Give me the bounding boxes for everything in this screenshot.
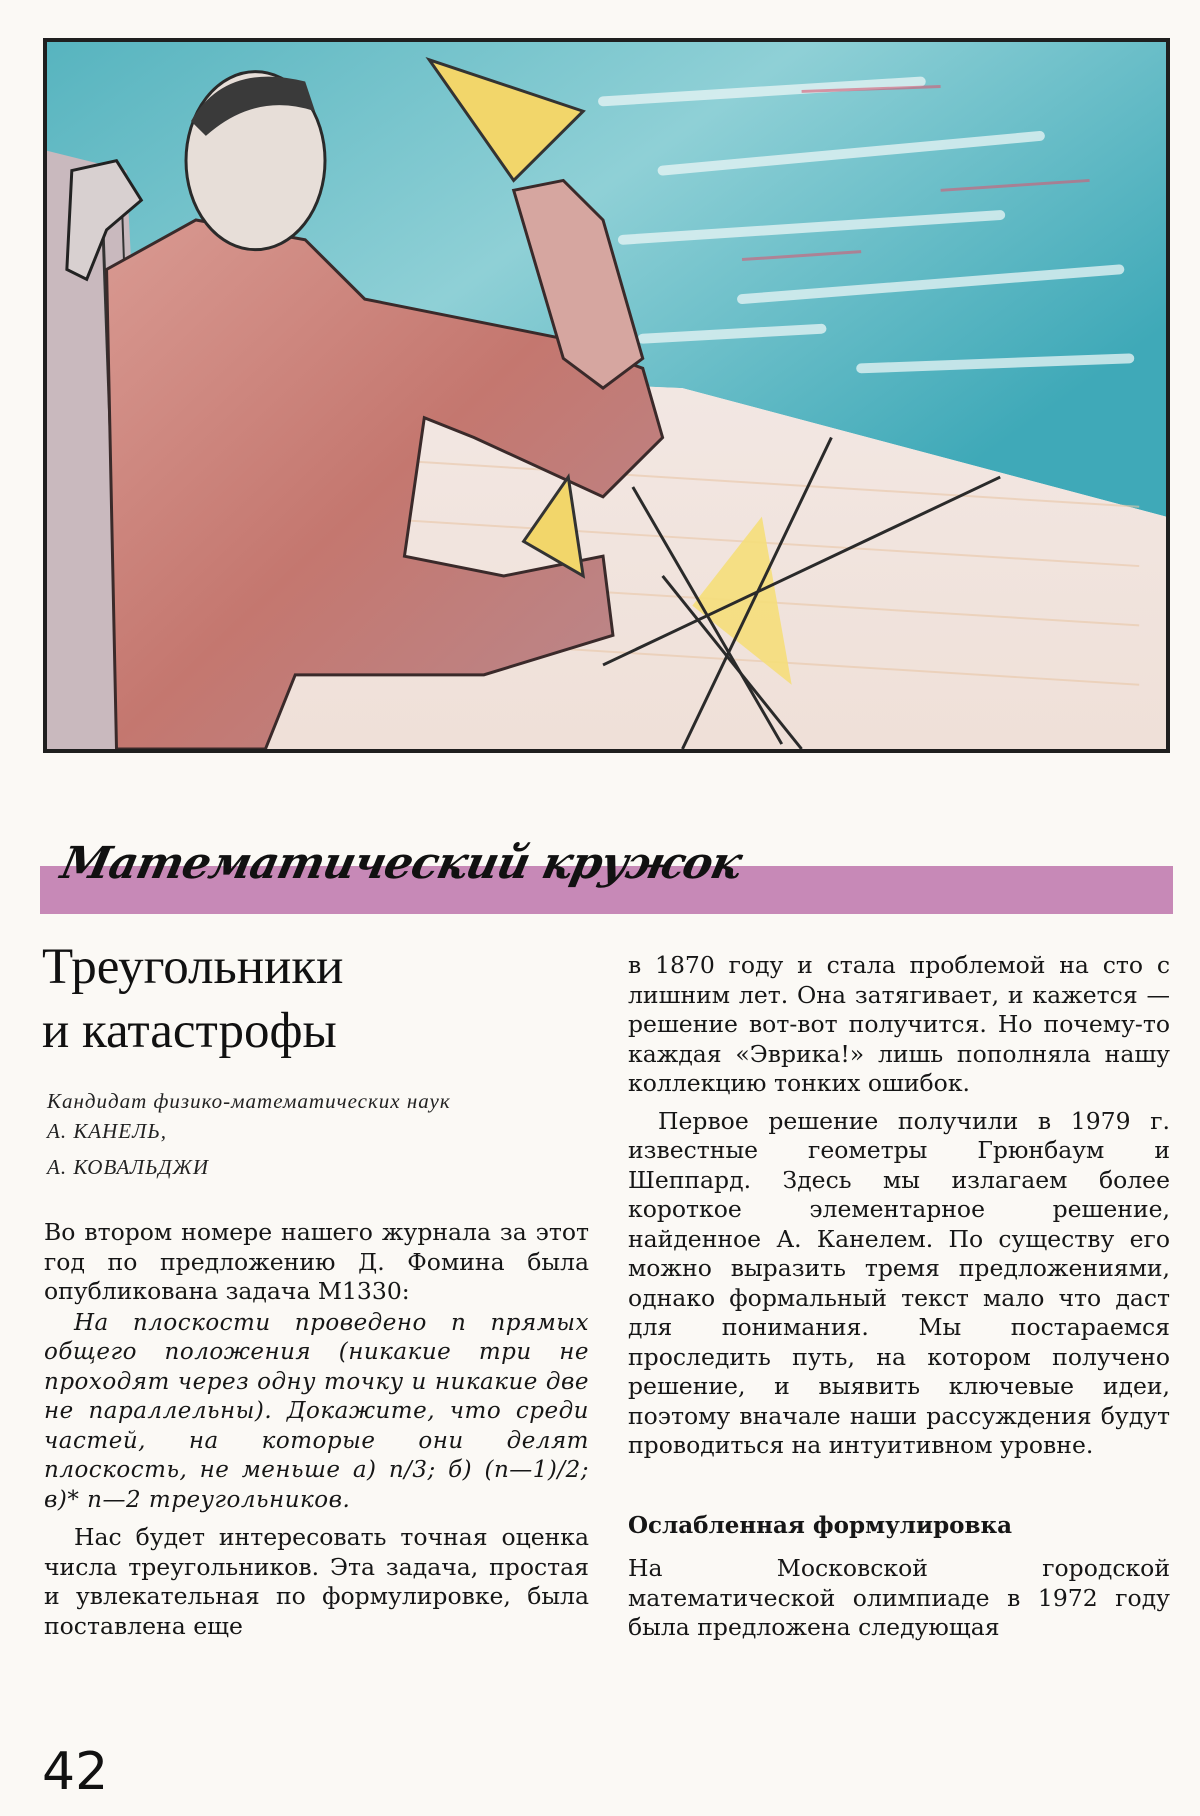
byline (47, 1086, 607, 1182)
title-line-2: и катастрофы (42, 1003, 337, 1059)
paragraph-intro: Во втором номере нашего журнала за этот год по предложению Д. Фомина была опубликована задача М1330: (44, 1218, 589, 1305)
right-column (628, 951, 1170, 1643)
article-title (42, 935, 602, 1063)
paragraph-solution: Первое решение получили в 1979 г. известные геометры Грюнбаум и Шеппард. Здесь мы излагаем более короткое элементарное решение, найденное А. Канелем. По существу его можно выразить тремя предложениями, однако формальный текст мало что даст для понимания. Мы постараемся проследить путь, на котором получено решение, и выявить ключевые идеи, поэтому вначале наши рассуждения будут проводиться на интуитивном уровне. (628, 1106, 1170, 1459)
paragraph-olympiad: На Московской городской математической олимпиаде в 1972 году была предложена следующая (628, 1554, 1170, 1641)
problem-statement: На плоскости проведено n прямых общего положения (никакие три не проходят через одну точку и никакие две не параллельны). Докажите, что среди частей, на которые они делят плоскость, не меньше а) n/3; б) (n—1)/2; в)* n—2 треугольников. (44, 1309, 589, 1513)
rubric-label: Математический кружок (56, 838, 746, 889)
article-illustration (43, 38, 1170, 753)
page-number: 42 (42, 1742, 109, 1802)
author-degree: Кандидат физико-математических наук (47, 1089, 451, 1113)
left-column (44, 1218, 589, 1641)
illustration-drawing (47, 42, 1166, 749)
author-2: А. КОВАЛЬДЖИ (47, 1155, 209, 1179)
author-1: А. КАНЕЛЬ, (47, 1119, 167, 1143)
title-line-1: Треугольники (42, 939, 344, 995)
paragraph-history: в 1870 году и стала проблемой на сто с лишним лет. Она затягивает, и кажется — решение вот-вот получится. Но почему-то каждая «Эврика!» лишь пополняла нашу коллекцию тонких ошибок. (628, 951, 1170, 1097)
section-heading: Ослабленная формулировка (628, 1511, 1012, 1539)
paragraph-estimate: Нас будет интересовать точная оценка числа треугольников. Эта задача, простая и увлекательная по формулировке, была поставлена еще (44, 1523, 589, 1640)
